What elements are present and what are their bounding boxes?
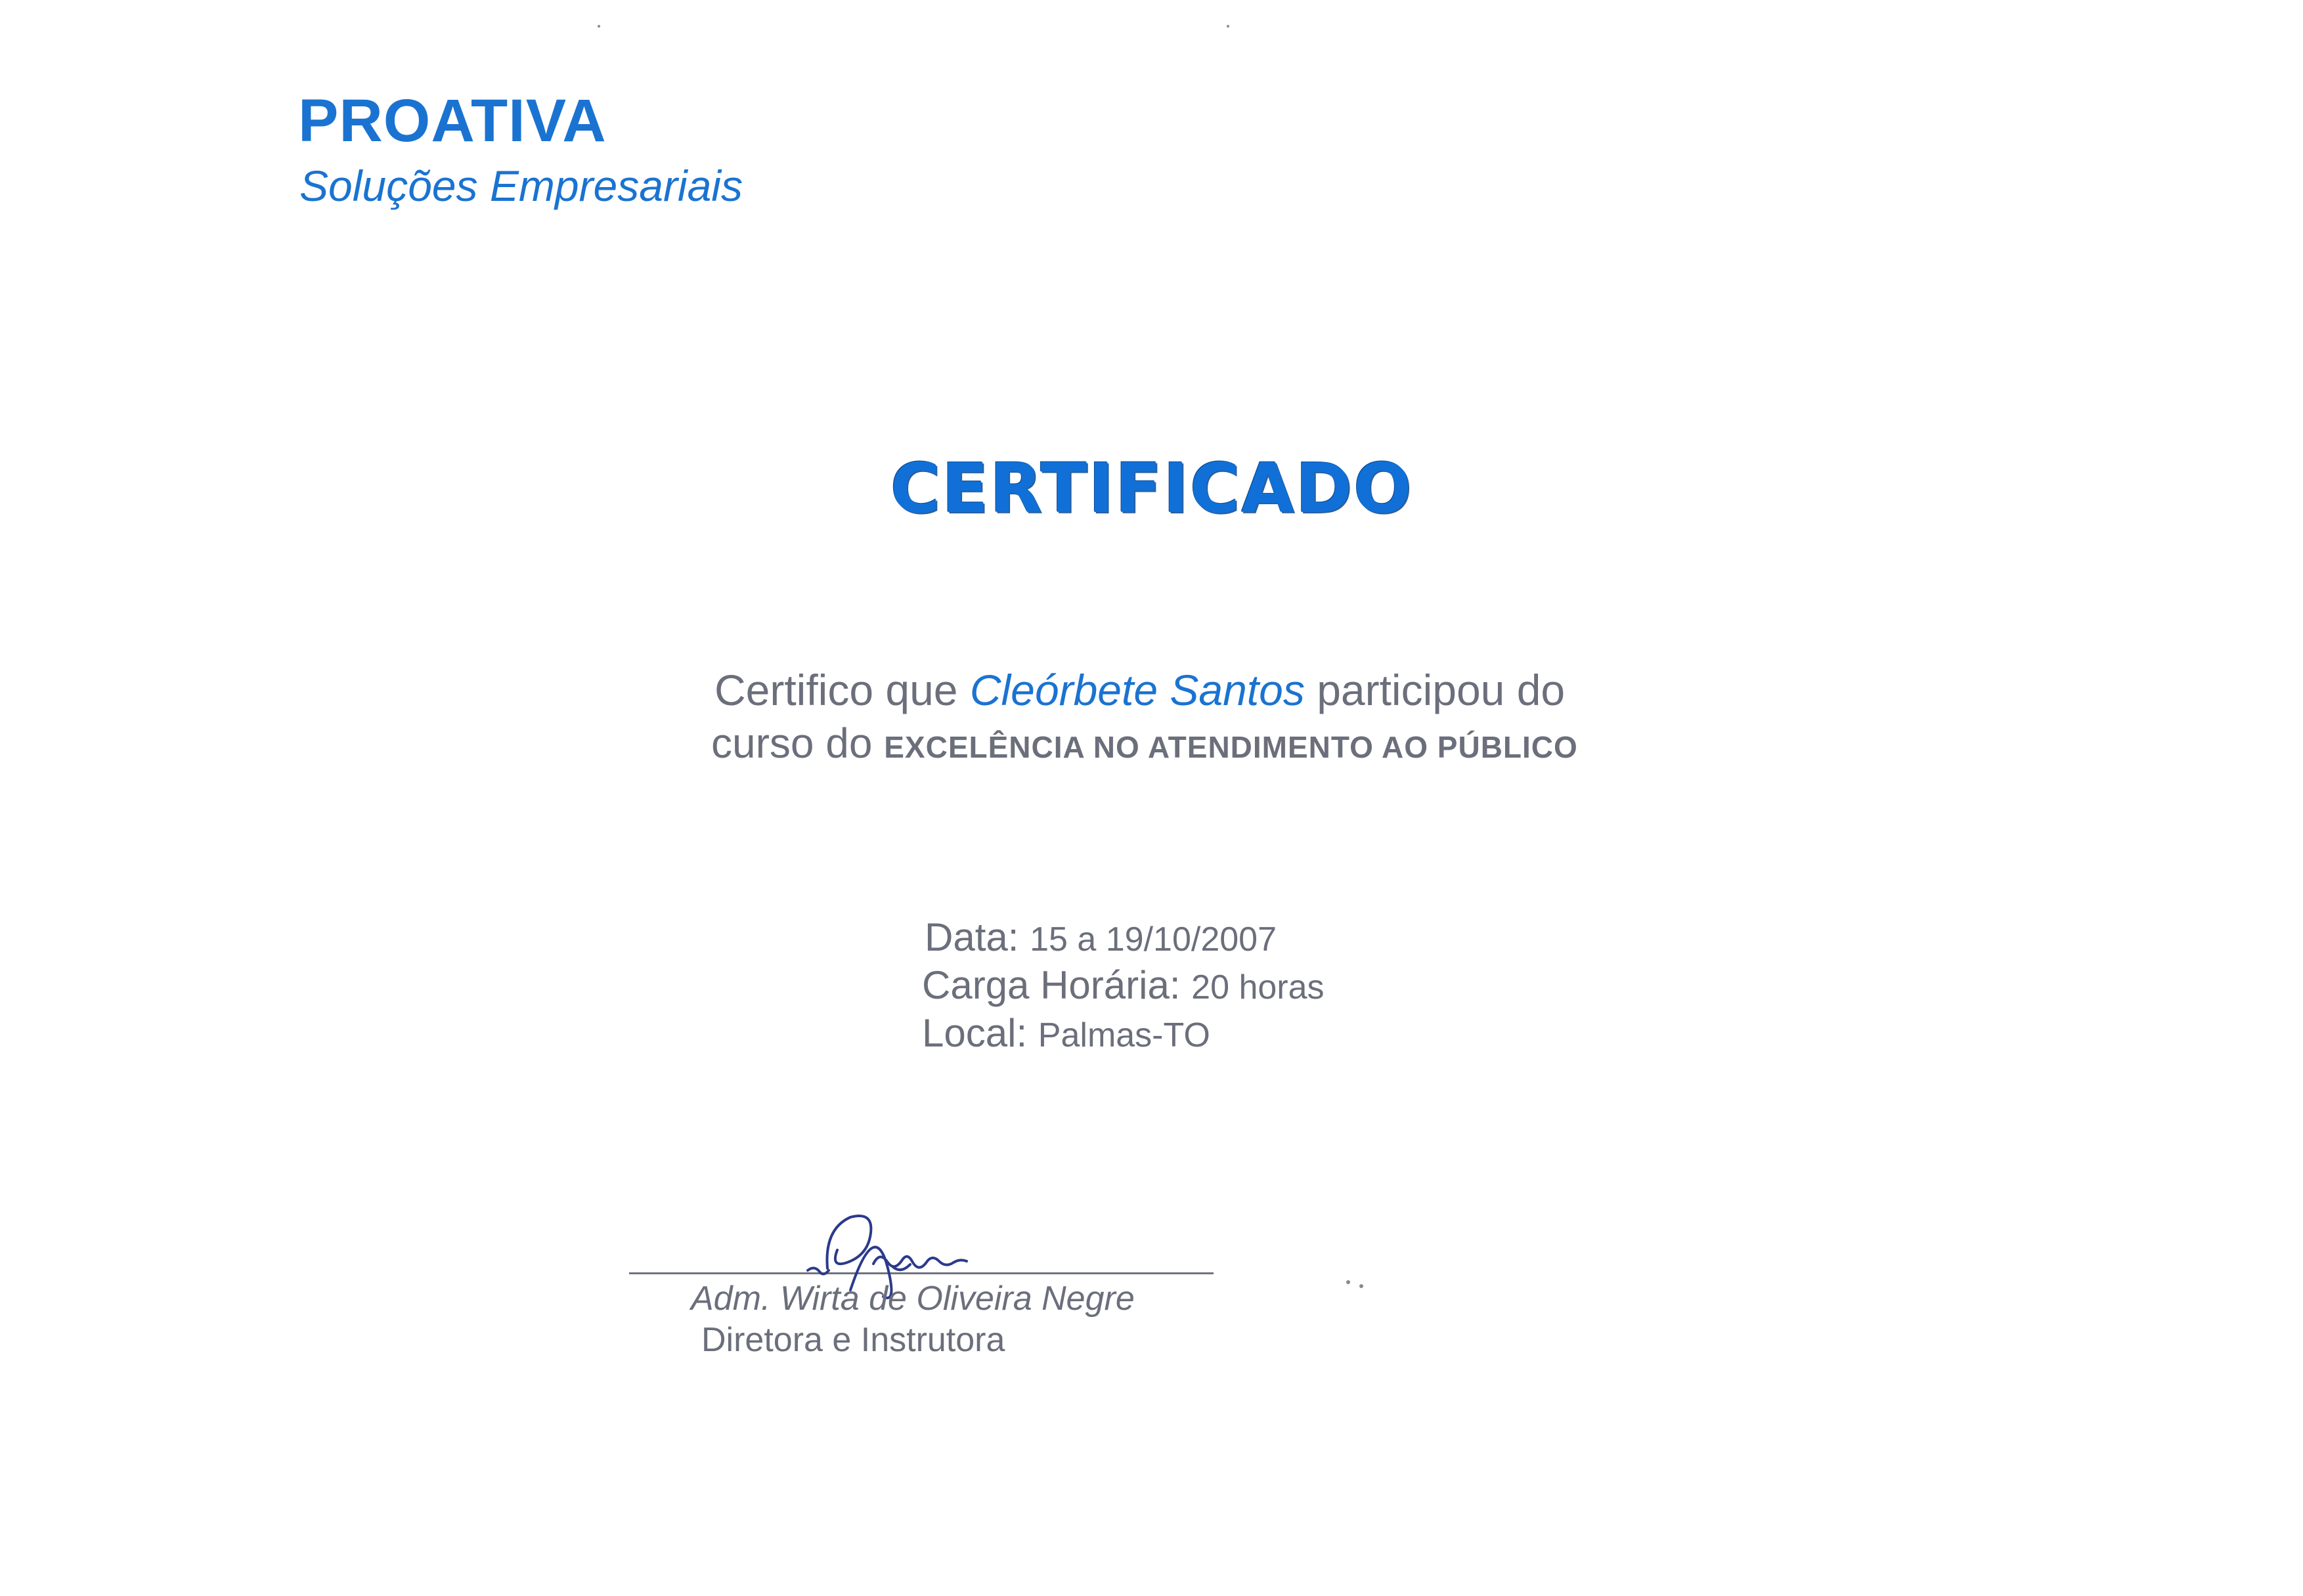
certificate-title: CERTIFICADO	[890, 448, 1413, 528]
place-label: Local:	[922, 1011, 1028, 1055]
hours-label: Carga Horária:	[922, 963, 1181, 1007]
participant-name: Cleórbete Santos	[969, 666, 1305, 714]
scan-speck	[1359, 1284, 1363, 1288]
place-row	[922, 1011, 1210, 1055]
company-name: PROATIVA	[298, 87, 607, 154]
scan-speck	[1346, 1280, 1350, 1284]
statement-intro: Certifico que	[714, 666, 958, 714]
statement-line-1	[714, 668, 1565, 712]
hours-value: 20 horas	[1191, 968, 1325, 1006]
hours-row	[922, 963, 1325, 1007]
date-label: Data:	[925, 915, 1019, 959]
course-name: EXCELÊNCIA NO ATENDIMENTO AO PÚBLICO	[884, 730, 1578, 764]
place-value: Palmas-TO	[1038, 1016, 1210, 1054]
statement-line-2	[711, 720, 1578, 767]
scan-speck	[1227, 25, 1229, 28]
date-value: 15 a 19/10/2007	[1030, 920, 1277, 959]
date-row	[925, 915, 1277, 959]
scan-speck	[598, 25, 600, 28]
course-intro: curso do	[711, 720, 873, 767]
statement-after-name: participou do	[1317, 666, 1566, 714]
signatory-role: Diretora e Instrutora	[701, 1321, 1005, 1359]
signatory-name: Adm. Wirta de Oliveira Negre	[691, 1280, 1135, 1318]
company-tagline: Soluções Empresariais	[299, 162, 743, 210]
